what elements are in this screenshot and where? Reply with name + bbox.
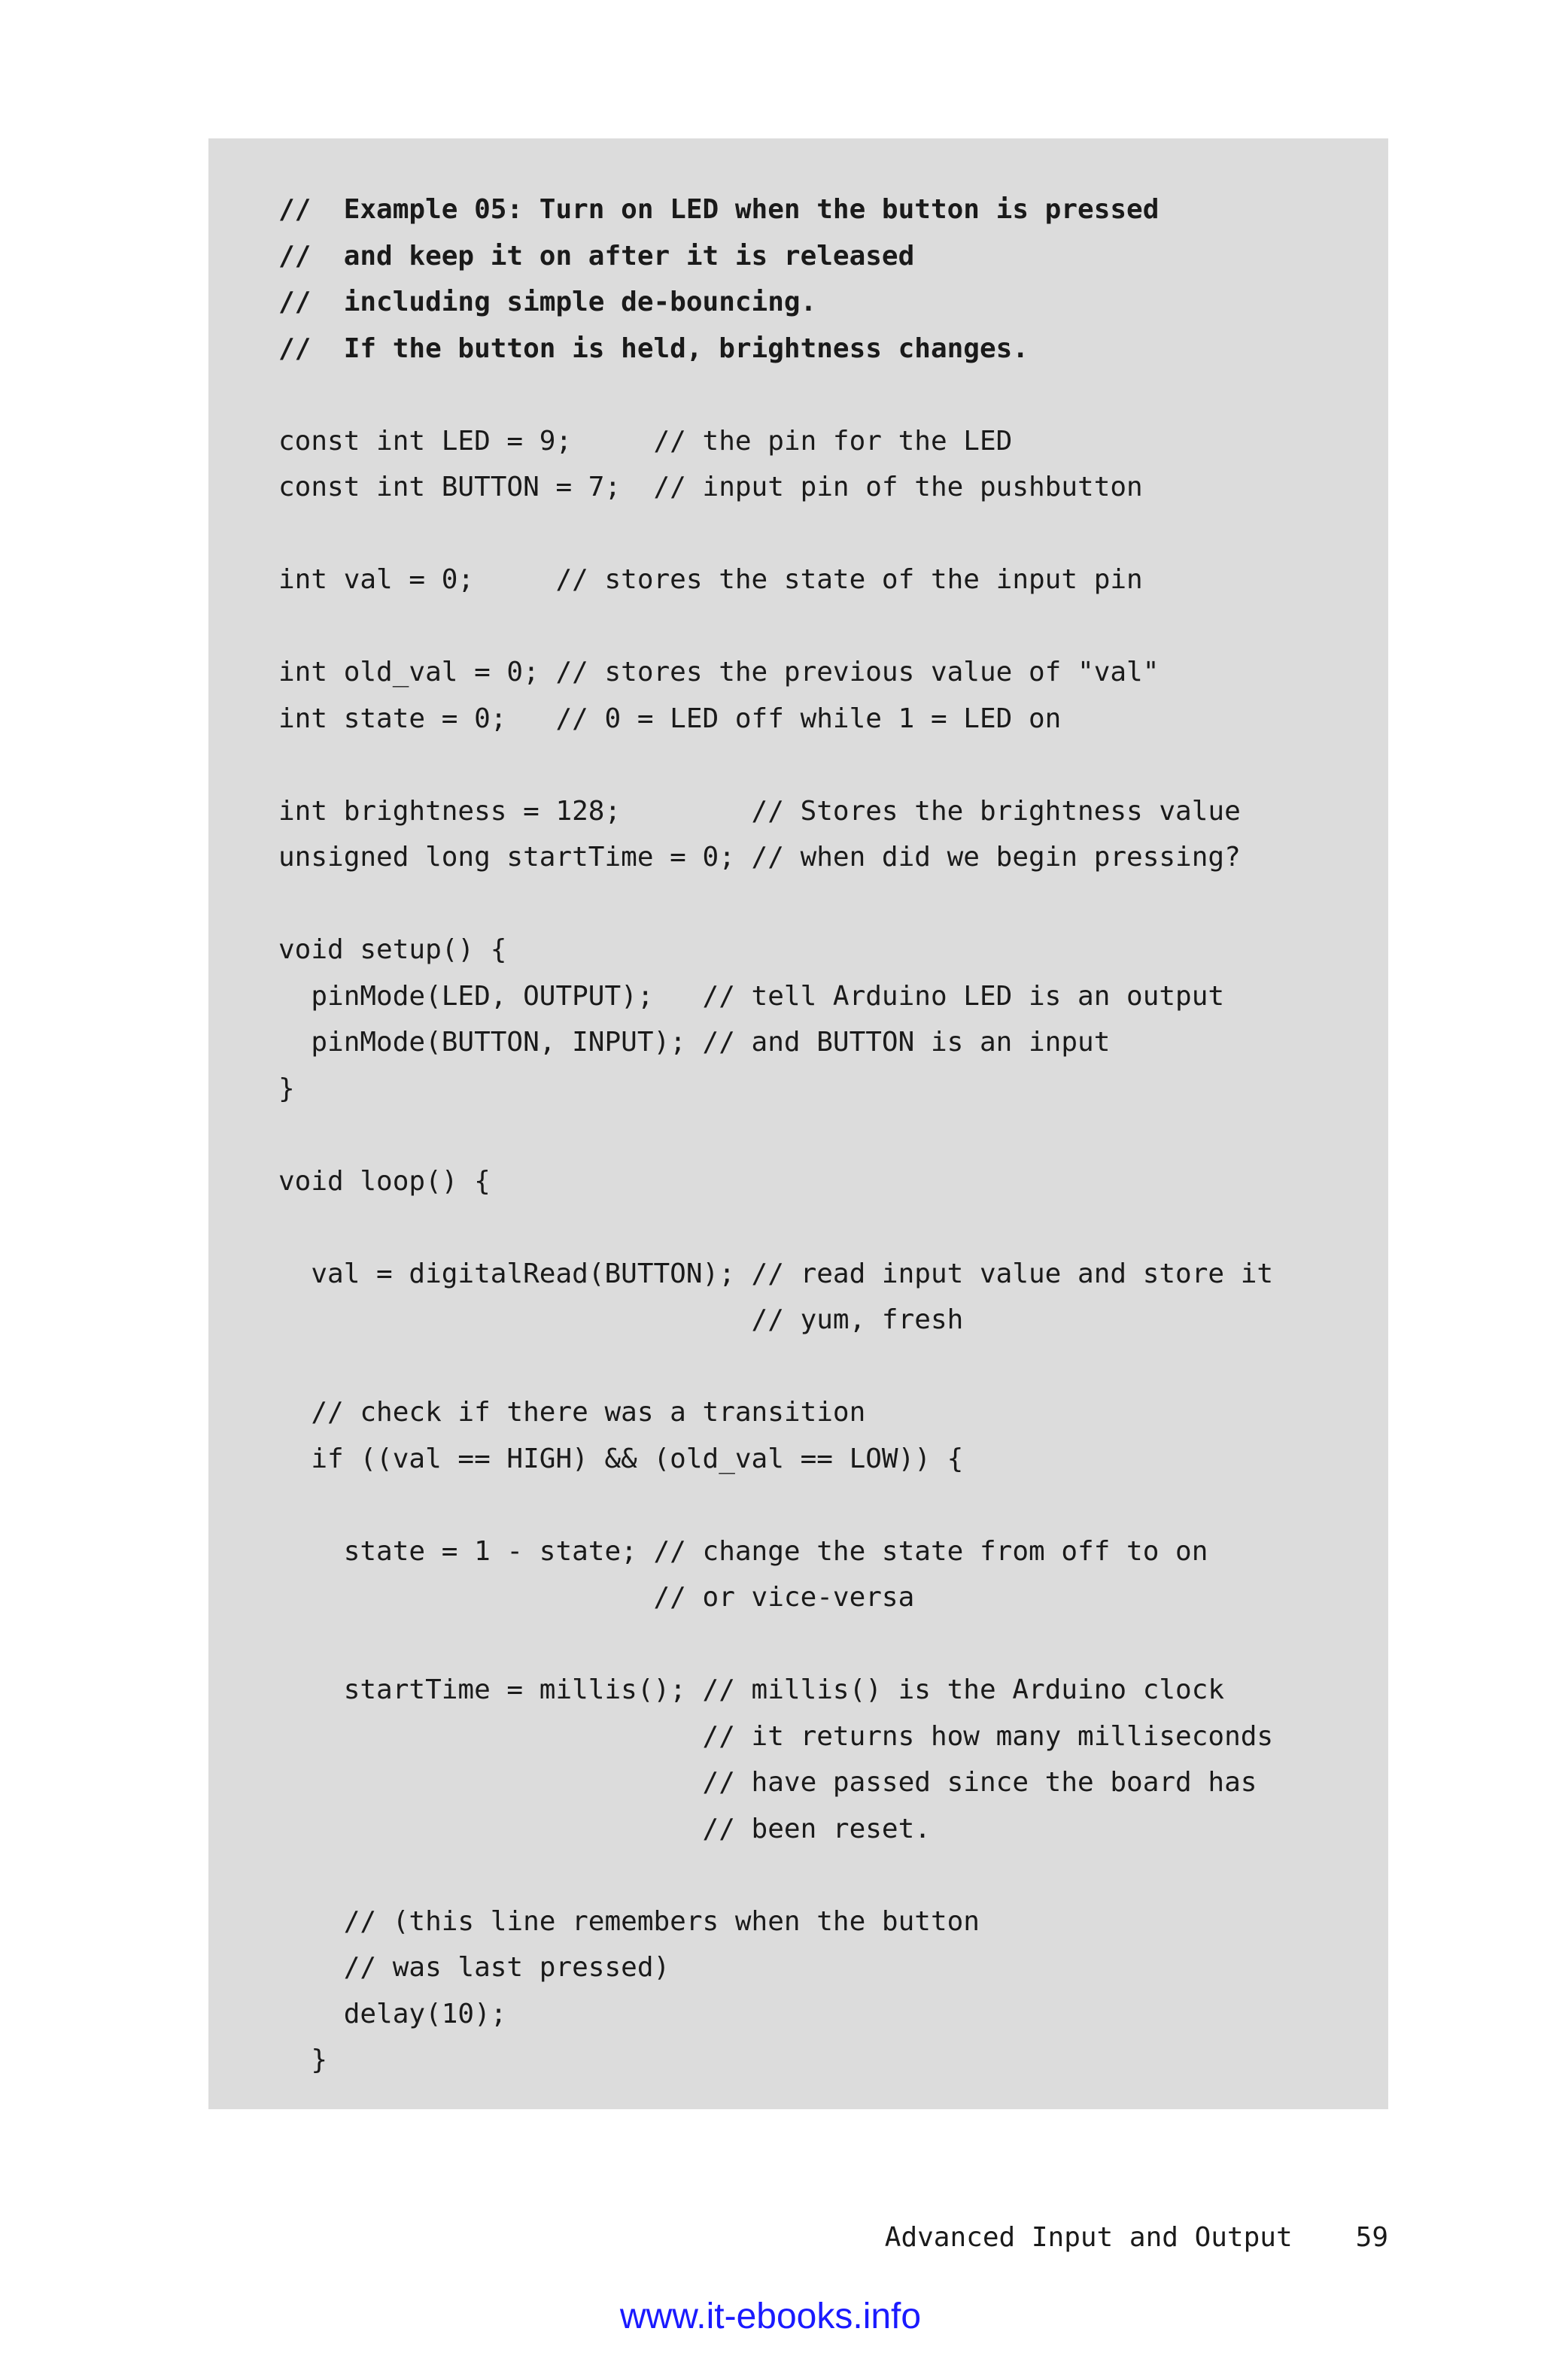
code-line: unsigned long startTime = 0; // when did we begin pressing? [278, 842, 1241, 873]
code-line: const int BUTTON = 7; // input pin of the pushbutton [278, 472, 1143, 502]
code-line: startTime = millis(); // millis() is the Arduino clock [278, 1674, 1225, 1705]
code-line: delay(10); [278, 1998, 507, 2029]
code-line: int val = 0; // stores the state of the input pin [278, 564, 1143, 595]
code-line: state = 1 - state; // change the state from off to on [278, 1535, 1208, 1567]
code-listing [208, 138, 1388, 2109]
code-line [278, 1621, 1388, 1668]
code-line [278, 511, 1388, 557]
code-line: // it returns how many milliseconds [278, 1720, 1274, 1752]
code-line: pinMode(LED, OUTPUT); // tell Arduino LED is an output [278, 980, 1225, 1012]
code-line: // If the button is held, brightness changes. [278, 332, 1029, 364]
code-line: void loop() { [278, 1165, 491, 1197]
code-line [278, 1112, 1388, 1158]
code-line: } [278, 1073, 295, 1104]
code-line: const int LED = 9; // the pin for the LED [278, 425, 1013, 457]
code-line: void setup() { [278, 934, 507, 965]
code-line: int state = 0; // 0 = LED off while 1 = LED on [278, 703, 1062, 734]
code-line [278, 372, 1388, 418]
code-line: // was last pressed) [278, 1952, 670, 1983]
code-line: pinMode(BUTTON, INPUT); // and BUTTON is an input [278, 1027, 1111, 1058]
code-line: val = digitalRead(BUTTON); // read input value and store it [278, 1258, 1274, 1289]
page-footer [852, 2191, 1388, 2253]
code-line [278, 1482, 1388, 1528]
watermark-link[interactable]: www.it-ebooks.info [619, 2297, 922, 2336]
code-line [278, 1204, 1388, 1251]
code-line [278, 742, 1388, 788]
code-line: // have passed since the board has [278, 1767, 1257, 1798]
code-line [278, 603, 1388, 650]
code-line: // or vice-versa [278, 1582, 915, 1613]
code-line: // been reset. [278, 1813, 931, 1844]
code-line: if ((val == HIGH) && (old_val == LOW)) { [278, 1443, 964, 1474]
code-line [278, 1852, 1388, 1899]
code-line: } [278, 2045, 328, 2075]
code-line: // yum, fresh [278, 1304, 964, 1335]
code-line: // check if there was a transition [278, 1397, 866, 1428]
footer-section-title: Advanced Input and Output [884, 2222, 1293, 2253]
code-line: // (this line remembers when the button [278, 1905, 980, 1937]
code-line: int old_val = 0; // stores the previous value of "val" [278, 657, 1160, 688]
code-line [278, 881, 1388, 927]
code-line: // and keep it on after it is released [278, 240, 915, 272]
code-line [278, 1343, 1388, 1390]
code-line: int brightness = 128; // Stores the brightness value [278, 795, 1241, 827]
code-line: // including simple de-bouncing. [278, 287, 817, 317]
page-number: 59 [1355, 2222, 1388, 2253]
code-line: // Example 05: Turn on LED when the button is pressed [278, 194, 1160, 225]
